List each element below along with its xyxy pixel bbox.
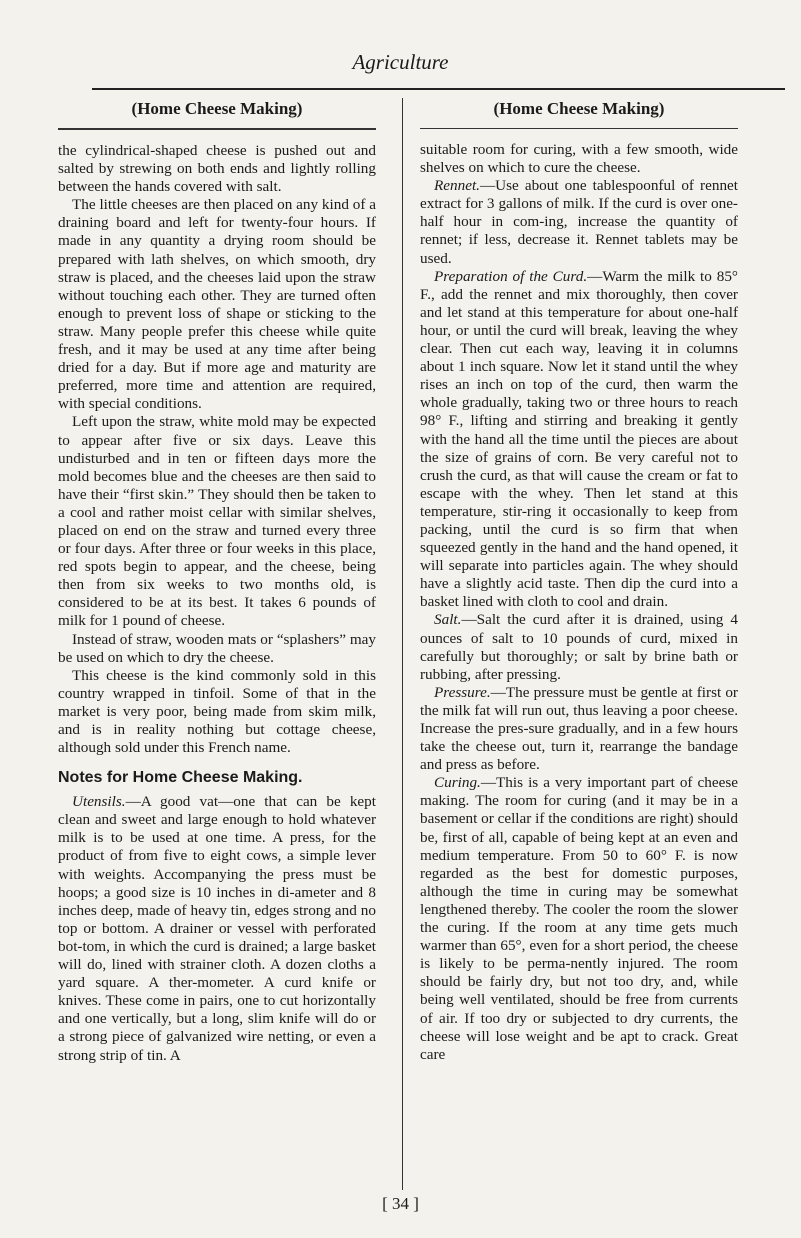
paragraph: Left upon the straw, white mold may be expected to appear after five or six days. Leave this undisturbed and in ten or fifteen days more the mold becomes blue and the cheeses are then said to have their “first skin.” They should then be taken to a cool and rather moist cellar with similar shelves, placed on end on the straw and turned every three or four days. After three or four weeks in this place, red spots begin to appear, and the cheese, being then from six weeks to two months old, is considered to be at its best. It takes 6 pounds of milk for 1 pound of cheese.	[58, 413, 376, 630]
section-term: Preparation of the Curd.	[434, 267, 588, 285]
utensils-term: Utensils.	[72, 793, 126, 811]
section-term: Salt.	[434, 611, 462, 629]
section-text: —Warm the milk to 85° F., add the rennet and mix thoroughly, then cover and let stand at this temperature for about one-half hour, or until the curd will break, leaving the whey clear. Then cut each way, leaving it in columns about 1 inch square. Now let it stand until the whey rises an inch on top of the curd, then warm the whole gradually, taking two or three hours to reach 98° F., lifting and stirring and breaking it gently with the hand all the time until the pieces are about the size of grains of corn. Be very careful not to crush the curd, as that will cause the cream or fat to escape with the whey. Then let stand at this temperature, stir-ring it occasionally to keep from packing, until the curd is so firm that when squeezed gently in the hand and the hand opened, it will separate into particles again. The whey should have a slightly acid taste. Then dip the curd into a basket lined with cloth to cool and drain.	[420, 267, 738, 611]
header-rule	[92, 88, 785, 90]
paragraph: Instead of straw, wooden mats or “splashers” may be used on which to dry the cheese.	[58, 630, 376, 666]
section-text: —Salt the curd after it is drained, using 4 ounces of salt to 10 pounds of curd, mixed in carefully but thoroughly; or salt by brine bath or rubbing, after pressing.	[420, 611, 738, 683]
paragraph: suitable room for curing, with a few smooth, wide shelves on which to cure the cheese.	[420, 141, 738, 177]
page-number: [ 34 ]	[382, 1194, 419, 1213]
column-divider	[402, 98, 403, 1190]
salt-paragraph	[420, 611, 738, 683]
left-column-heading: (Home Cheese Making)	[131, 99, 303, 118]
section-title: Notes for Home Cheese Making.	[58, 769, 303, 787]
paragraph: the cylindrical-shaped cheese is pushed out and salted by strewing on both ends and lightly rolling between the hands covered with salt.	[58, 142, 376, 196]
section-term: Pressure.	[434, 683, 491, 701]
right-column	[420, 98, 738, 1064]
right-column-heading: (Home Cheese Making)	[493, 99, 665, 118]
curd-preparation-paragraph	[420, 268, 738, 612]
section-text: —The pressure must be gentle at first or the milk fat will run out, thus leaving a poor cheese. Increase the pres-sure gradually, and in a few hours take the cheese out, turn it, rearrange the bandage and press as before.	[420, 683, 738, 774]
section-term: Rennet.	[434, 177, 480, 195]
running-header: Agriculture	[352, 50, 449, 74]
section-term: Curing.	[434, 774, 481, 792]
pressure-paragraph	[420, 684, 738, 774]
section-text: —This is a very important part of cheese making. The room for curing (and it may be in a basement or cellar if the conditions are right) should be, first of all, capable of being kept at an even and medium temperature. From 50 to 60° F. is now regarded as the best for domestic purposes, although the time in curing may be somewhat lengthened thereby. The cooler the room the slower the curing. If the room at any time gets much warmer than 65°, even for a short period, the cheese is likely to be perma-nently injured. The room should be fairly dry, but not too dry, and, while being well ventilated, should be free from currents of air. If too dry or subjected to dry currents, the cheese will lose weight and be apt to crack. Great care	[420, 774, 738, 1063]
paragraph: The little cheeses are then placed on any kind of a draining board and left for twenty-four hours. If made in any quantity a drying room should be prepared with lath shelves, on which smooth, dry straw is placed, and the cheeses laid upon the straw without touching each other. They are turned often enough to prevent loss of shape or sticking to the straw. Many people prefer this cheese while quite fresh, and it may be used at any time after being dried for a day. But if more age and maturity are preferred, more time and attention are required, with special conditions.	[58, 196, 376, 413]
left-column-rule	[58, 128, 376, 130]
rennet-paragraph	[420, 177, 738, 267]
paragraph: This cheese is the kind commonly sold in this country wrapped in tinfoil. Some of that in the market is very poor, being made from skim milk, and is in reality nothing but cottage cheese, although sold under this French name.	[58, 666, 376, 757]
section-text: —Use about one tablespoonful of rennet extract for 3 gallons of milk. If the curd is over one-half hour in com-ing, increase the quantity of rennet; if less, decrease it. Rennet tablets may be used.	[420, 177, 738, 267]
right-column-rule	[420, 128, 738, 129]
curing-paragraph	[420, 774, 738, 1064]
left-column	[58, 98, 376, 1065]
utensils-text: —A good vat—one that can be kept clean and sweet and large enough to hold whatever milk is to be used at one time. A press, for the product of from five to eight cows, a simple lever with weights. Accompanying the press must be hoops; a good size is 10 inches in di-ameter and 8 inches deep, made of heavy tin, edges strong and no top or bottom. A drainer or vessel with perforated bot-tom, in which the curd is drained; a large basket will do, lined with strainer cloth. A dozen cloths a yard square. A ther-mometer. A curd knife or knives. These come in pairs, one to cut horizontally and one vertically, but a long, slim knife will do or a strong piece of galvanized wire netting, or even a strong strip of tin. A	[58, 793, 376, 1064]
utensils-paragraph	[58, 793, 376, 1064]
